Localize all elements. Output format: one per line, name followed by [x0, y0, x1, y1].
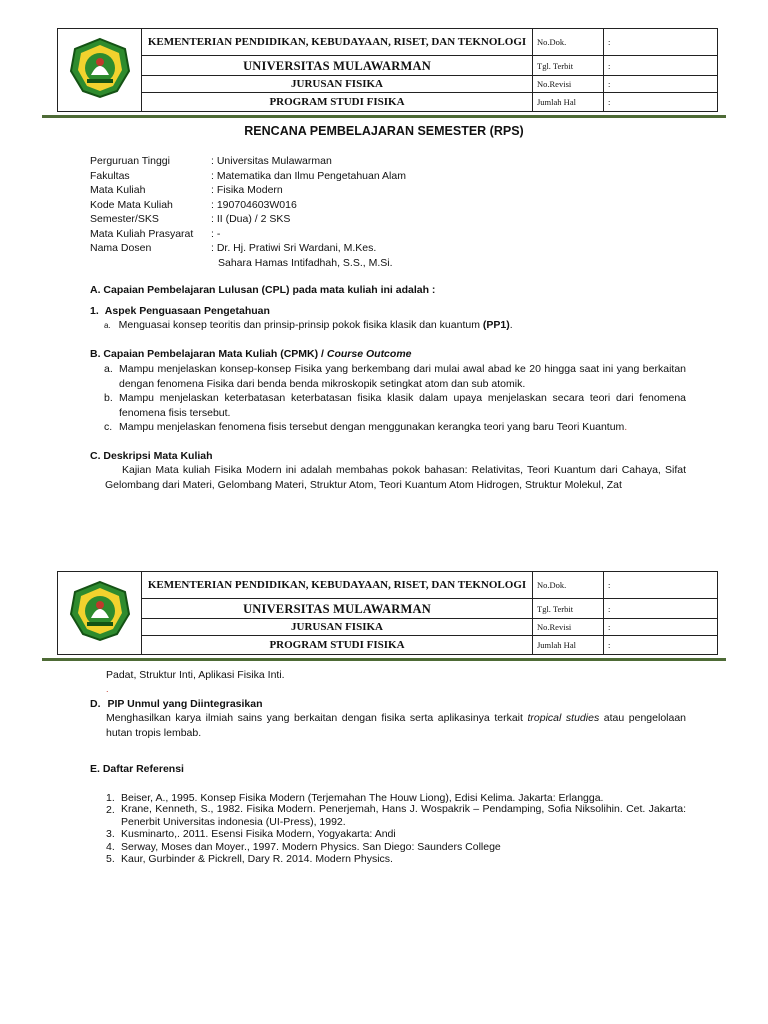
meta-value-date: :: [604, 599, 718, 619]
info-row: Mata Kuliah : Fisika Modern: [90, 184, 283, 196]
section-d-heading: D. PIP Unmul yang Diintegrasikan: [90, 698, 263, 710]
university-logo-icon: [67, 35, 133, 101]
info-row: Perguruan Tinggi : Universitas Mulawarman: [90, 155, 332, 167]
document-header-page-1: [57, 28, 718, 112]
meta-label-doc: No.Dok.: [533, 572, 604, 599]
reference-item: 1. Beiser, A., 1995. Konsep Fisika Modern (Terjemahan The Houw Liong), Edisi Kelima. Jakarta: Erlangga.: [106, 792, 604, 804]
reference-item: 5. Kaur, Gurbinder & Pickrell, Dary R. 2014. Modern Physics.: [106, 853, 393, 865]
department-name: JURUSAN FISIKA: [142, 76, 533, 93]
section-d-body: Menghasilkan karya ilmiah sains yang berkaitan dengan fisika serta aplikasinya terkait tropical studies atau pengelolaan hutan tropis lembab.: [106, 712, 687, 739]
header-divider: [42, 115, 726, 118]
section-b-heading: B. Capaian Pembelajaran Mata Kuliah (CPMK) / Course Outcome: [90, 348, 412, 360]
meta-value-revision: :: [604, 619, 718, 636]
document-title: RENCANA PEMBELAJARAN SEMESTER (RPS): [244, 124, 524, 138]
ministry-name: KEMENTERIAN PENDIDIKAN, KEBUDAYAAN, RISET, DAN TEKNOLOGI: [142, 29, 533, 56]
meta-label-revision: No.Revisi: [533, 76, 604, 93]
section-c-heading: C. Deskripsi Mata Kuliah: [90, 450, 213, 462]
meta-label-pages: Jumlah Hal: [533, 636, 604, 655]
info-row: Kode Mata Kuliah : 190704603W016: [90, 198, 297, 211]
section-b-item-a: a. Mampu menjelaskan konsep-konsep Fisika yang berkembang dari mulai awal abad ke 20 hingga saat ini yang berkaitan dengan fenomena Fisika dari benda benda mikroskopik setingkat atom dan sub atomik.: [104, 363, 686, 390]
meta-label-doc: No.Dok.: [533, 29, 604, 56]
info-row: Semester/SKS : II (Dua) / 2 SKS: [90, 213, 291, 225]
meta-label-pages: Jumlah Hal: [533, 93, 604, 112]
meta-value-pages: :: [604, 93, 718, 112]
program-name: PROGRAM STUDI FISIKA: [142, 636, 533, 655]
meta-value-doc: :: [604, 572, 718, 599]
info-row: Fakultas : Matematika dan Ilmu Pengetahuan Alam: [90, 169, 406, 182]
meta-value-pages: :: [604, 636, 718, 655]
info-row: Nama Dosen : Dr. Hj. Pratiwi Sri Wardani, M.Kes.: [90, 242, 377, 254]
section-e-heading: E. Daftar Referensi: [90, 763, 184, 775]
section-c-continued: Padat, Struktur Inti, Aplikasi Fisika Inti.: [106, 669, 285, 681]
section-b-item-c: c. Mampu menjelaskan fenomena fisis tersebut dengan menggunakan kerangka teori yang baru Teori Kuantum.: [104, 421, 628, 433]
meta-label-revision: No.Revisi: [533, 619, 604, 636]
ministry-name: KEMENTERIAN PENDIDIKAN, KEBUDAYAAN, RISET, DAN TEKNOLOGI: [142, 572, 533, 599]
info-row: Mata Kuliah Prasyarat : -: [90, 227, 221, 240]
reference-item: 4. Serway, Moses dan Moyer., 1997. Modern Physics. San Diego: Saunders College: [106, 841, 501, 853]
university-logo-icon: [67, 578, 133, 644]
header-divider: [42, 658, 726, 661]
document-header-page-2: [57, 571, 718, 655]
department-name: JURUSAN FISIKA: [142, 619, 533, 636]
info-row-continued: Sahara Hamas Intifadhah, S.S., M.Si.: [218, 256, 393, 269]
section-b-item-b: b. Mampu menjelaskan keterbatasan keterbatasan fisika klasik dalam upaya menjelaskan secara teori dari fenomena fenomena fisis tersebut.: [104, 392, 686, 419]
university-name: UNIVERSITAS MULAWARMAN: [142, 599, 533, 619]
meta-value-doc: :: [604, 29, 718, 56]
meta-label-date: Tgl. Terbit: [533, 56, 604, 76]
section-a-sub: 1. Aspek Penguasaan Pengetahuan: [90, 305, 270, 317]
reference-item: 3. Kusminarto,. 2011. Esensi Fisika Modern, Yogyakarta: Andi: [106, 828, 396, 840]
university-name: UNIVERSITAS MULAWARMAN: [142, 56, 533, 76]
meta-value-date: :: [604, 56, 718, 76]
meta-value-revision: :: [604, 76, 718, 93]
section-a-heading: A. Capaian Pembelajaran Lulusan (CPL) pada mata kuliah ini adalah :: [90, 284, 436, 296]
university-logo-cell: [58, 572, 142, 655]
section-c-body: Kajian Mata kuliah Fisika Modern ini adalah membahas pokok bahasan: Relativitas, Teori Kuantum dari Cahaya, Sifat Gelombang dari Materi, Gelombang Materi, Struktur Atom, Teori Kuantum Atom Hidrogen, Struktur Molekul, Zat: [105, 464, 686, 491]
program-name: PROGRAM STUDI FISIKA: [142, 93, 533, 112]
university-logo-cell: [58, 29, 142, 112]
reference-item: 2. Krane, Kenneth, S., 1982. Fisika Modern. Penerjemah, Hans J. Wospakrik – Pendamping, Sofia Niksolihin. Cet. Jakarta: Penerbit Universitas indonesia (UI-Press), 1992.: [106, 803, 686, 828]
meta-label-date: Tgl. Terbit: [533, 599, 604, 619]
section-a-item: a. Menguasai konsep teoritis dan prinsip-prinsip pokok fisika klasik dan kuantum (PP1).: [104, 319, 513, 331]
stray-dot: .: [106, 684, 109, 694]
